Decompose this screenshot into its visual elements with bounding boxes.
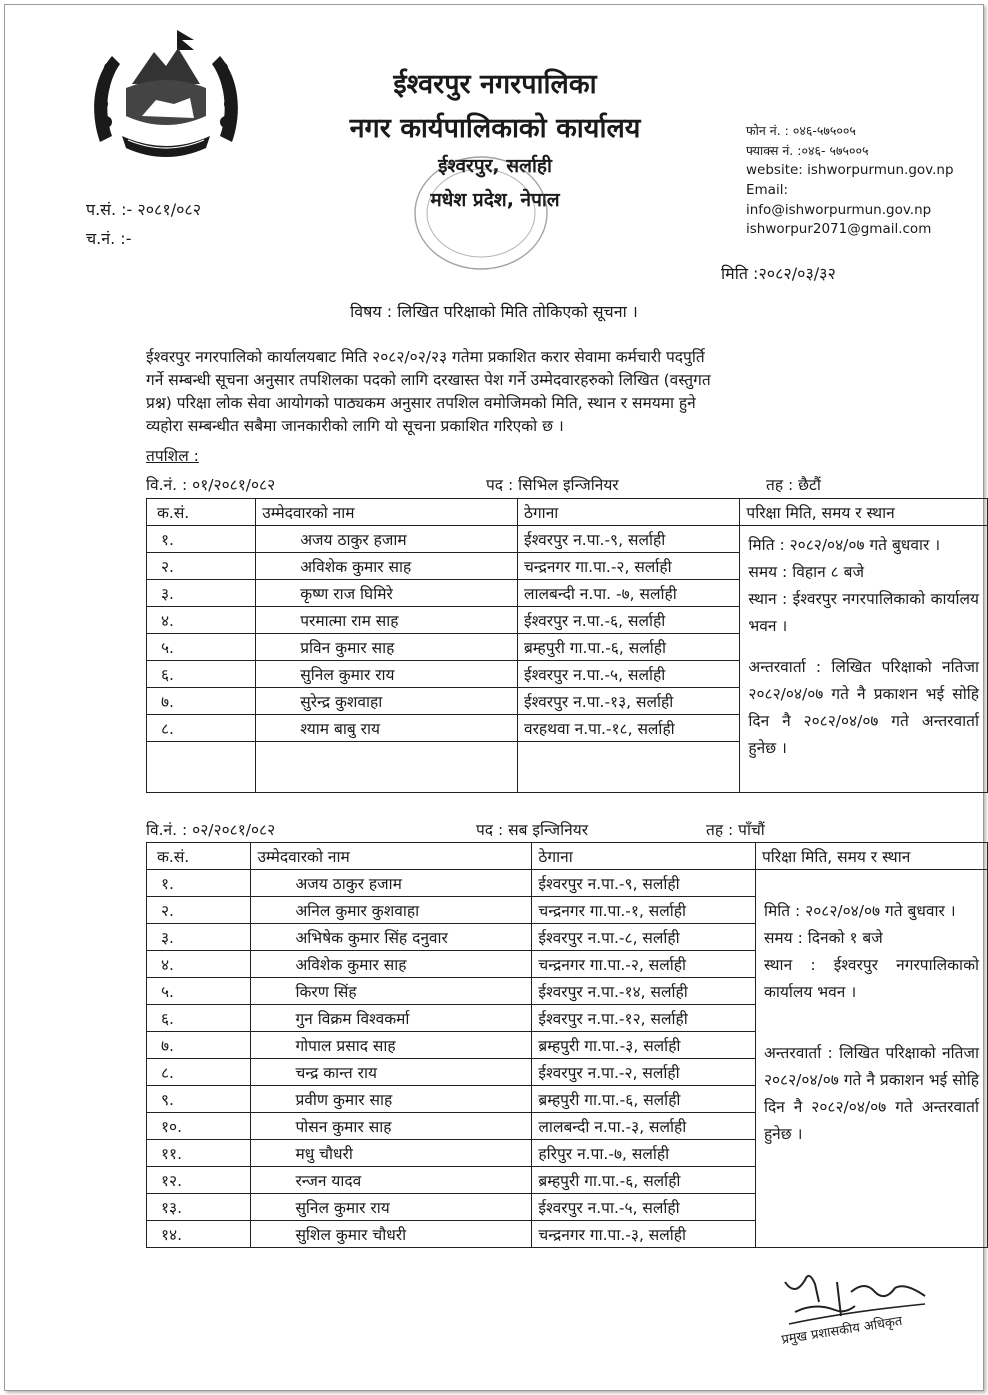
row-num: ६. <box>147 1005 251 1032</box>
row-num: ८. <box>147 715 256 742</box>
col-header-name: उम्मेदवारको नाम <box>256 499 518 526</box>
contact-phone: फोन नं. : ०४६-५७५००५ <box>746 123 856 138</box>
row-name: किरण सिंह <box>251 978 532 1005</box>
notice-subject: विषय : लिखित परिक्षाको मिति तोकिएको सूचना । <box>350 302 638 321</box>
col-header-info: परिक्षा मिति, समय र स्थान <box>755 843 987 870</box>
row-address: ईश्वरपुर न.पा.-५, सर्लाही <box>517 661 739 688</box>
office-stamp-icon <box>406 148 556 278</box>
exam-interview: अन्तरवार्ता : लिखित परिक्षाको नतिजा २०८२/०४/०७ गते नै प्रकाशन भई सोहि दिन नै २०८२/०४/०७ गते अन्तरवार्ता हुनेछ । <box>748 658 979 757</box>
row-address: चन्द्रनगर गा.पा.-२, सर्लाही <box>517 553 739 580</box>
exam-place: स्थान : ईश्वरपुर नगरपालिकाको कार्यालय भवन । <box>763 956 979 1001</box>
table-row <box>147 526 988 553</box>
notice-body <box>146 346 914 438</box>
row-num: ३. <box>147 580 256 607</box>
row-num: ७. <box>147 688 256 715</box>
office-title-line2: नगर कार्यपालिकाको कार्यालय <box>349 113 641 144</box>
section2-vin: वि.नं. : ०२/२०८१/०८२ <box>146 821 276 839</box>
letter-date: मिति :२०८२/०३/३२ <box>721 264 836 283</box>
row-num: ९. <box>147 1086 251 1113</box>
section1-level: तह : छैटौं <box>766 476 821 494</box>
row-name: मधु चौधरी <box>251 1140 532 1167</box>
exam-time: समय : विहान ८ बजे <box>748 563 864 581</box>
row-name: सुरेन्द्र कुशवाहा <box>256 688 518 715</box>
row-address: ईश्वरपुर न.पा.-९, सर्लाही <box>532 870 756 897</box>
tapasil-heading: तपशिल : <box>146 447 199 465</box>
row-address: चन्द्रनगर गा.पा.-२, सर्लाही <box>532 951 756 978</box>
row-num: ५. <box>147 978 251 1005</box>
office-location-line2: मधेश प्रदेश, नेपाल <box>430 189 560 211</box>
row-num: ७. <box>147 1032 251 1059</box>
row-address: चन्द्रनगर गा.पा.-१, सर्लाही <box>532 897 756 924</box>
row-num: ५. <box>147 634 256 661</box>
row-num: ४. <box>147 607 256 634</box>
body-line: ईश्वरपुर नगरपालिको कार्यालयबाट मिति २०८२/०२/२३ गतेमा प्रकाशित करार सेवामा कर्मचारी पदपुर्ति <box>146 348 705 366</box>
contact-website: website: ishworpurmun.gov.np <box>746 162 954 178</box>
row-name: अनिल कुमार कुशवाहा <box>251 897 532 924</box>
row-num: ८. <box>147 1059 251 1086</box>
row-num: ३. <box>147 924 251 951</box>
row-num: ६. <box>147 661 256 688</box>
contact-email-label: Email: <box>746 182 789 198</box>
row-name: कृष्ण राज घिमिरे <box>256 580 518 607</box>
section2-table <box>146 842 988 1248</box>
signature-icon <box>775 1262 945 1362</box>
section1-table <box>146 498 988 793</box>
table-row <box>147 870 988 897</box>
office-location-line1: ईश्वरपुर, सर्लाही <box>438 155 552 177</box>
row-num: १०. <box>147 1113 251 1140</box>
body-line: गर्ने सम्बन्धी सूचना अनुसार तपशिलका पदको लागि दरखास्त पेश गर्ने उम्मेदवारहरुको लिखित (वस्तुगत <box>146 371 711 389</box>
row-name: अविशेक कुमार साह <box>251 951 532 978</box>
row-address: चन्द्रनगर गा.पा.-३, सर्लाही <box>532 1221 756 1248</box>
row-num: २. <box>147 553 256 580</box>
row-name: प्रवीण कुमार साह <box>251 1086 532 1113</box>
row-num: १२. <box>147 1167 251 1194</box>
row-name: सुशिल कुमार चौधरी <box>251 1221 532 1248</box>
row-name: अभिषेक कुमार सिंह दनुवार <box>251 924 532 951</box>
row-num: ११. <box>147 1140 251 1167</box>
col-header-num: क.सं. <box>147 843 251 870</box>
col-header-address: ठेगाना <box>532 843 756 870</box>
row-address: ईश्वरपुर न.पा.-८, सर्लाही <box>532 924 756 951</box>
section2-level: तह : पाँचौं <box>706 821 765 839</box>
row-name: सुनिल कुमार राय <box>251 1194 532 1221</box>
row-num: १३. <box>147 1194 251 1221</box>
row-address: ईश्वरपुर न.पा.-६, सर्लाही <box>517 607 739 634</box>
row-address: ईश्वरपुर न.पा.-५, सर्लाही <box>532 1194 756 1221</box>
row-address: हरिपुर न.पा.-७, सर्लाही <box>532 1140 756 1167</box>
table-header-row <box>147 843 988 870</box>
row-name: रन्जन यादव <box>251 1167 532 1194</box>
exam-date: मिति : २०८२/०४/०७ गते बुधवार । <box>748 536 941 554</box>
section1-vin: वि.नं. : ०१/२०८१/०८२ <box>146 476 276 494</box>
exam-date: मिति : २०८२/०४/०७ गते बुधवार । <box>763 902 956 920</box>
section1-exam-info <box>740 526 988 793</box>
col-header-address: ठेगाना <box>517 499 739 526</box>
row-address: ईश्वरपुर न.पा.-१४, सर्लाही <box>532 978 756 1005</box>
row-address: ब्रम्हपुरी गा.पा.-६, सर्लाही <box>532 1086 756 1113</box>
col-header-name: उम्मेदवारको नाम <box>251 843 532 870</box>
row-address: ईश्वरपुर न.पा.-१३, सर्लाही <box>517 688 739 715</box>
exam-time: समय : दिनको १ बजे <box>763 929 883 947</box>
row-address: लालबन्दी न.पा.-३, सर्लाही <box>532 1113 756 1140</box>
body-line: प्रश्न) परिक्षा लोक सेवा आयोगको पाठ्यकम अनुसार तपशिल वमोजिमको मिति, स्थान र समयमा हुने <box>146 394 696 412</box>
table-header-row <box>147 499 988 526</box>
signatory-title: प्रमुख प्रशासकीय अधिकृत <box>780 1313 904 1348</box>
row-num: १. <box>147 526 256 553</box>
row-address: ब्रम्हपुरी गा.पा.-६, सर्लाही <box>532 1167 756 1194</box>
row-address: ईश्वरपुर न.पा.-९, सर्लाही <box>517 526 739 553</box>
row-name: अविशेक कुमार साह <box>256 553 518 580</box>
row-address: ब्रम्हपुरी गा.पा.-६, सर्लाही <box>517 634 739 661</box>
row-num: १४. <box>147 1221 251 1248</box>
section2-exam-info <box>755 870 987 1248</box>
row-name: चन्द्र कान्त राय <box>251 1059 532 1086</box>
row-num: १. <box>147 870 251 897</box>
exam-interview: अन्तरवार्ता : लिखित परिक्षाको नतिजा २०८२/०४/०७ गते नै प्रकाशन भई सोहि दिन नै २०८२/०४/०७ गते अन्तरवार्ता हुनेछ । <box>763 1044 979 1143</box>
body-line: व्यहोरा सम्बन्धीत सबैमा जानकारीको लागि यो सूचना प्रकाशित गरिएको छ । <box>146 417 564 435</box>
col-header-info: परिक्षा मिति, समय र स्थान <box>740 499 988 526</box>
row-name: गोपाल प्रसाद साह <box>251 1032 532 1059</box>
row-address: ईश्वरपुर न.पा.-२, सर्लाही <box>532 1059 756 1086</box>
row-num: २. <box>147 897 251 924</box>
contact-email-1: info@ishworpurmun.gov.np <box>746 202 932 218</box>
row-address: लालबन्दी न.पा. -७, सर्लाही <box>517 580 739 607</box>
row-name: अजय ठाकुर हजाम <box>251 870 532 897</box>
contact-fax: फ्याक्स नं. :०४६- ५७५००५ <box>746 143 869 158</box>
row-address: वरहथवा न.पा.-१८, सर्लाही <box>517 715 739 742</box>
section2-post: पद : सब इन्जिनियर <box>476 821 589 839</box>
dispatch-number: च.नं. :- <box>86 229 132 248</box>
row-name: परमात्मा राम साह <box>256 607 518 634</box>
row-name: पोसन कुमार साह <box>251 1113 532 1140</box>
row-num: ४. <box>147 951 251 978</box>
contact-email-2: ishworpur2071@gmail.com <box>746 221 932 237</box>
row-address: ईश्वरपुर न.पा.-१२, सर्लाही <box>532 1005 756 1032</box>
row-name: श्याम बाबु राय <box>256 715 518 742</box>
exam-place: स्थान : ईश्वरपुर नगरपालिकाको कार्यालय भवन । <box>748 590 979 635</box>
row-address: ब्रम्हपुरी गा.पा.-३, सर्लाही <box>532 1032 756 1059</box>
row-name: गुन विक्रम विश्वकर्मा <box>251 1005 532 1032</box>
nepal-emblem-icon <box>82 24 250 174</box>
office-title-line1: ईश्वरपुर नगरपालिका <box>393 69 597 100</box>
row-name: अजय ठाकुर हजाम <box>256 526 518 553</box>
section1-post: पद : सिभिल इन्जिनियर <box>486 476 619 494</box>
row-name: प्रविन कुमार साह <box>256 634 518 661</box>
reference-number: प.सं. :- २०८१/०८२ <box>86 200 202 219</box>
col-header-num: क.सं. <box>147 499 256 526</box>
row-name: सुनिल कुमार राय <box>256 661 518 688</box>
